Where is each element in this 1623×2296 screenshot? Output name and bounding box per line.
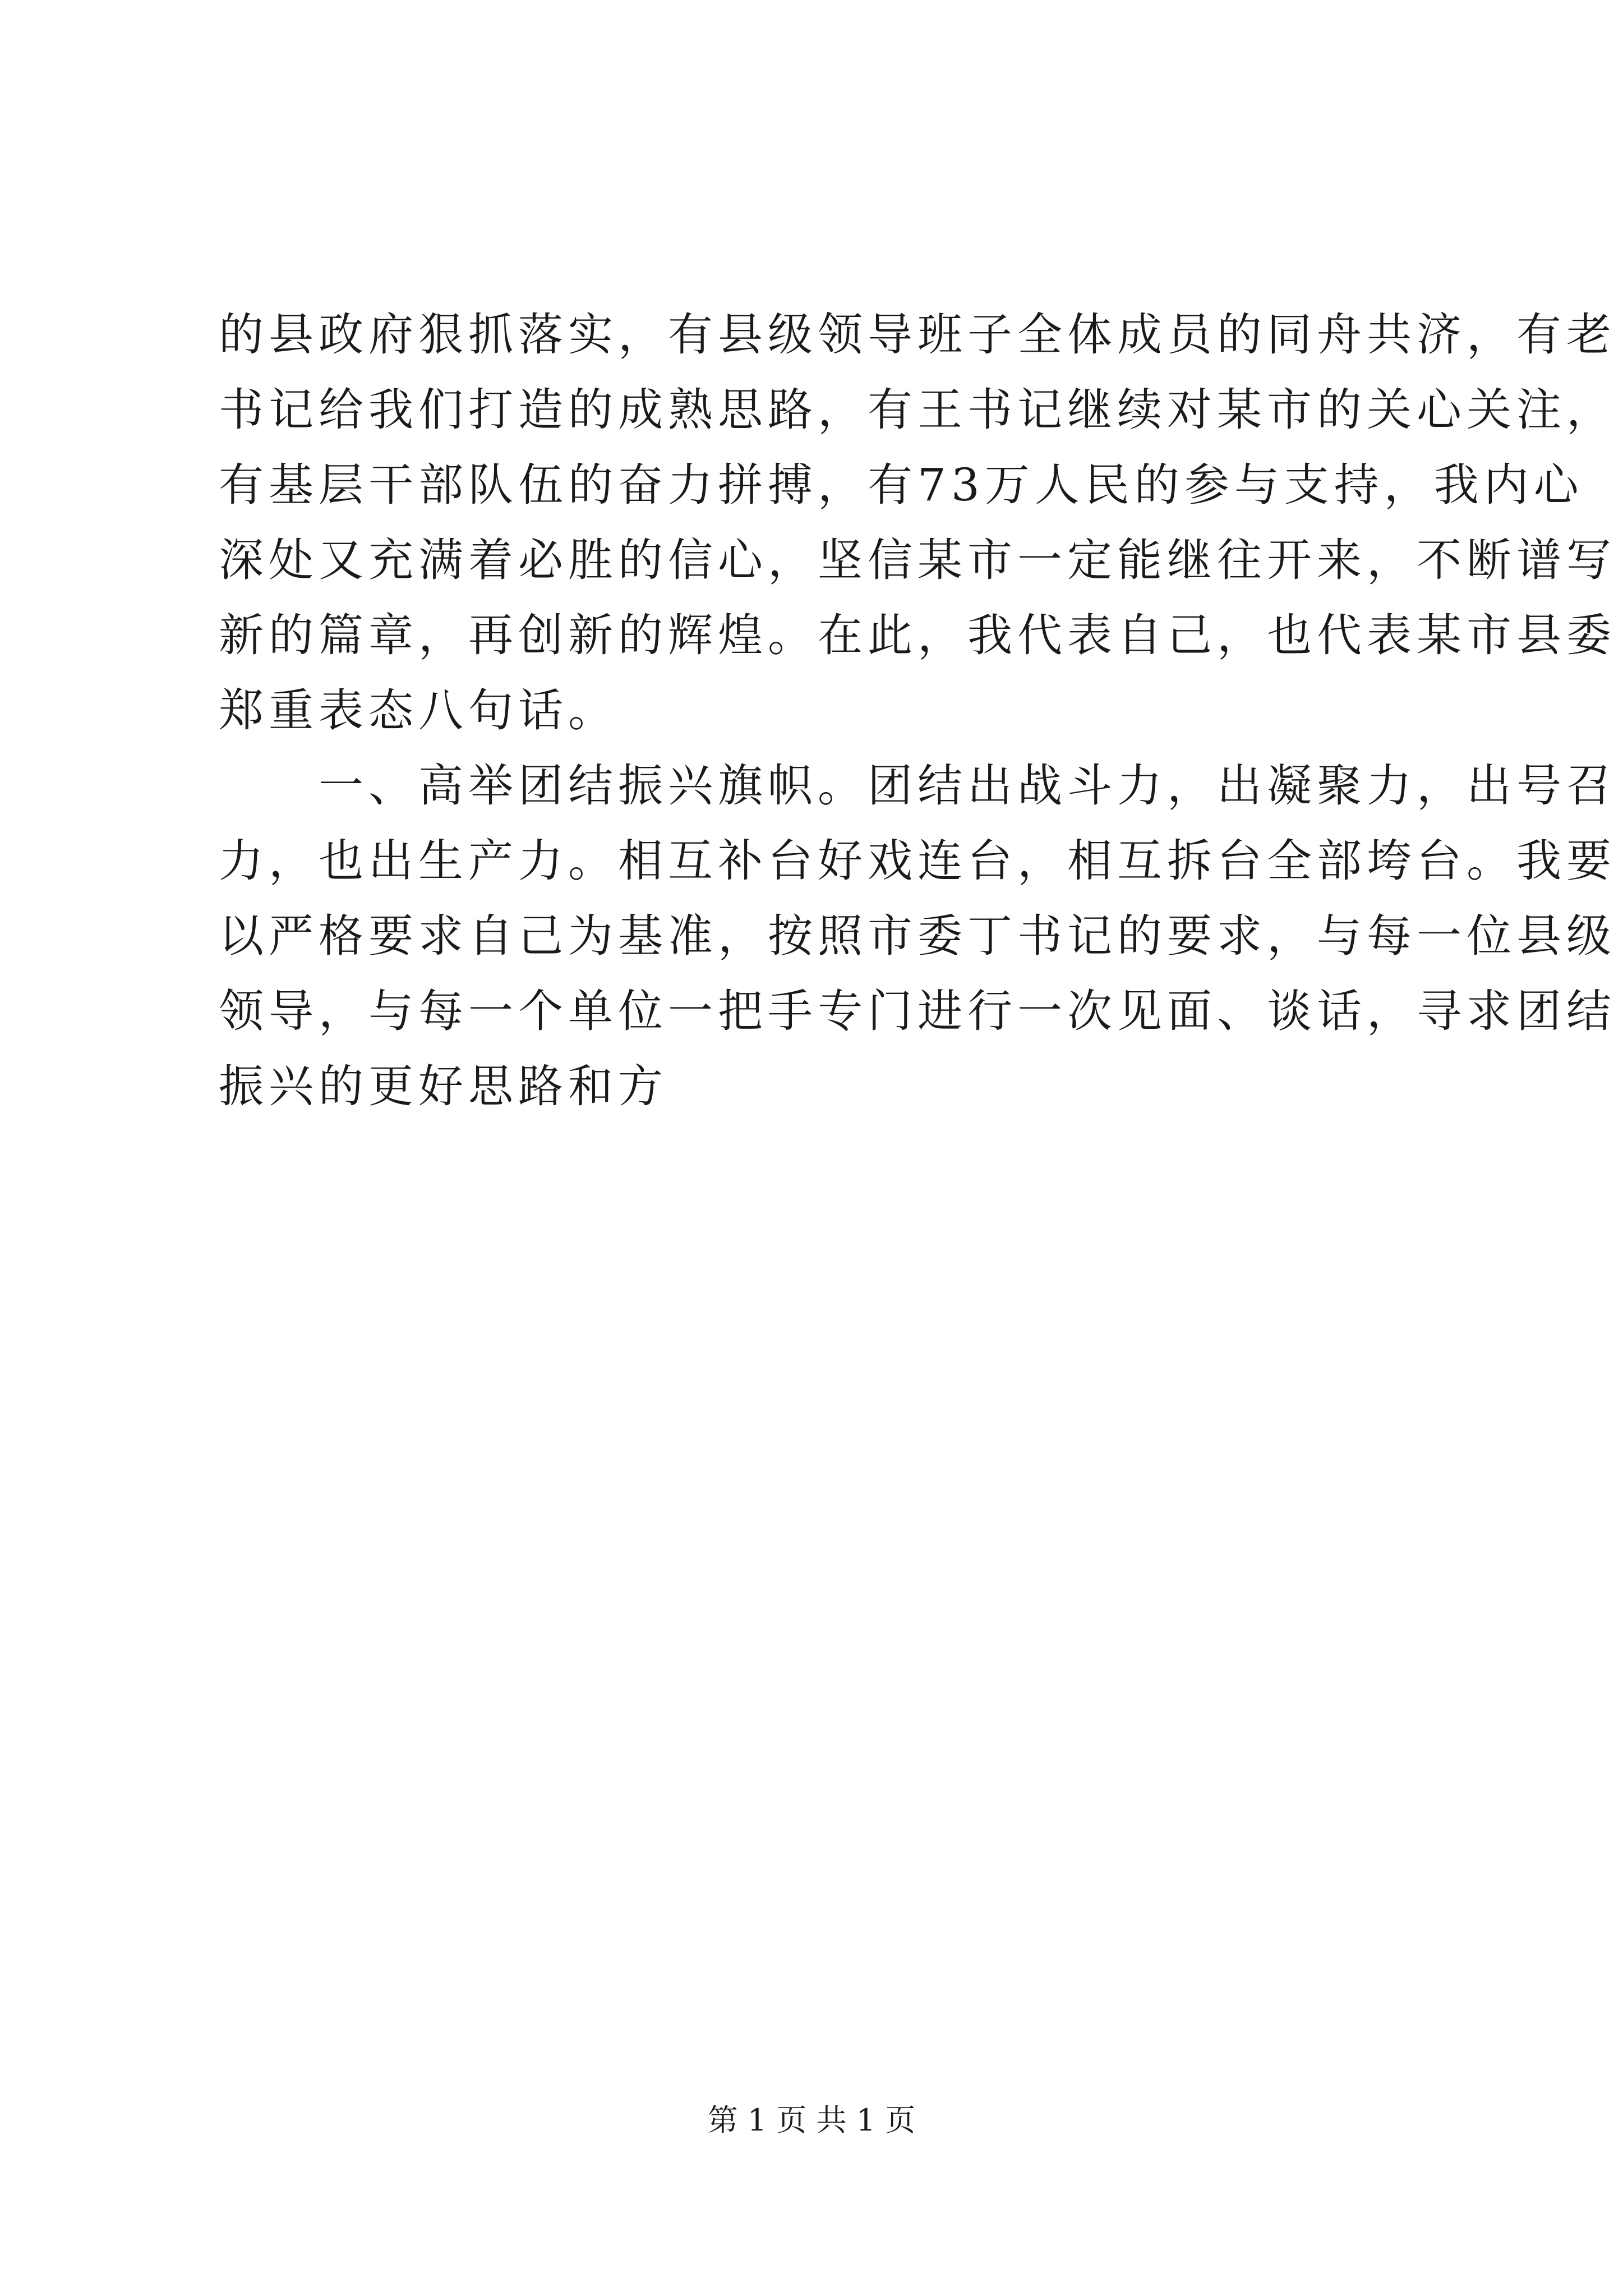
text-line: 的县政府狠抓落实，有县级领导班子全体成员的同舟共济，有老 <box>219 309 1616 361</box>
text-line: 郑重表态八句话。 <box>219 684 618 737</box>
paragraph-2 <box>219 748 1616 1124</box>
text-line: 深处又充满着必胜的信心，坚信某市一定能继往开来，不断谱写 <box>219 534 1616 586</box>
text-line: 振兴的更好思路和方 <box>219 1060 668 1112</box>
text-line: 一、高举团结振兴旗帜。团结出战斗力，出凝聚力，出号召 <box>219 760 1616 812</box>
text-line: 书记给我们打造的成熟思路，有王书记继续对某市的关心关注， <box>219 384 1616 436</box>
paragraph-1 <box>219 297 1616 748</box>
page-number-label: 第 1 页 共 1 页 <box>707 2102 916 2138</box>
text-line: 新的篇章，再创新的辉煌。在此，我代表自己，也代表某市县委 <box>219 609 1616 661</box>
text-line: 以严格要求自己为基准，按照市委丁书记的要求，与每一位县级 <box>219 910 1616 962</box>
text-line: 力，也出生产力。相互补台好戏连台，相互拆台全部垮台。我要 <box>219 835 1616 887</box>
text-line: 有基层干部队伍的奋力拼搏，有73万人民的参与支持，我内心 <box>219 459 1584 511</box>
text-line: 领导，与每一个单位一把手专门进行一次见面、谈话，寻求团结 <box>219 985 1616 1037</box>
page-footer <box>0 2101 1623 2140</box>
document-body <box>219 297 1616 1124</box>
